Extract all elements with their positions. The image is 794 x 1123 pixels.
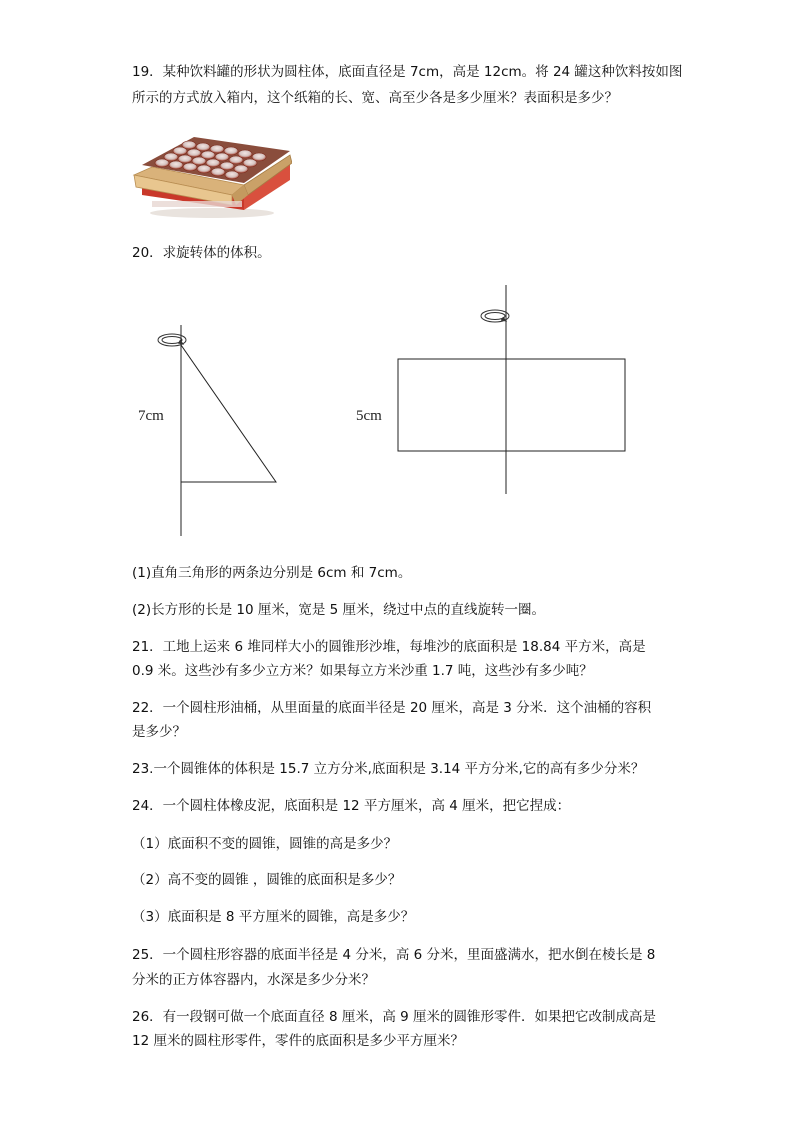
q24-sub-2: （2）高不变的圆锥 ，圆锥的底面积是多少？ — [132, 872, 402, 888]
q19-line-1: 19．某种饮料罐的形状为圆柱体，底面直径是 7cm，高是 12cm。将 24 罐这种饮料按如图 — [132, 64, 683, 80]
q20-note-1: (1)直角三角形的两条边分别是 6cm 和 7cm。 — [132, 565, 412, 581]
q24-sub-3: （3）底面积是 8 平方厘米的圆锥，高是多少？ — [132, 909, 415, 925]
rectangle — [398, 359, 625, 451]
q22-line-1: 22．一个圆柱形油桶，从里面量的底面半径是 20 厘米，高是 3 分米．这个油桶的容积 — [132, 700, 652, 716]
drink-box-illustration — [132, 125, 292, 220]
label-5cm: 5cm — [356, 408, 382, 424]
rotation-arrow-icon — [158, 334, 186, 346]
q21-line-1: 21．工地上运来 6 堆同样大小的圆锥形沙堆，每堆沙的底面积是 18.84 平方米，高是 — [132, 639, 646, 655]
q23-line-1: 23.一个圆锥体的体积是 15.7 立方分米,底面积是 3.14 平方分米,它的高有多少分米？ — [132, 761, 645, 777]
rotation-arrow-icon — [481, 310, 509, 322]
q26-line-2: 12 厘米的圆柱形零件，零件的底面积是多少平方厘米？ — [132, 1033, 464, 1049]
q19-line-2: 所示的方式放入箱内，这个纸箱的长、宽、高至少各是多少厘米？表面积是多少？ — [132, 90, 618, 106]
label-7cm: 7cm — [138, 408, 164, 424]
q24-sub-1: （1）底面积不变的圆锥，圆锥的高是多少？ — [132, 836, 398, 852]
q25-line-1: 25．一个圆柱形容器的底面半径是 4 分米，高 6 分米，里面盛满水，把水倒在棱长是 8 — [132, 947, 656, 963]
q24-line-1: 24．一个圆柱体橡皮泥，底面积是 12 平方厘米，高 4 厘米，把它捏成： — [132, 798, 571, 814]
q20-title: 20．求旋转体的体积。 — [132, 245, 271, 261]
rectangle-figure — [398, 285, 625, 494]
triangle-figure — [158, 325, 276, 536]
q20-note-2: (2)长方形的长是 10 厘米，宽是 5 厘米，绕过中点的直线旋转一圈。 — [132, 602, 546, 618]
q21-line-2: 0.9 米。这些沙有多少立方米？如果每立方米沙重 1.7 吨，这些沙有多少吨？ — [132, 663, 593, 679]
rotation-figures — [120, 280, 660, 545]
q26-line-1: 26．有一段钢可做一个底面直径 8 厘米，高 9 厘米的圆锥形零件．如果把它改制成高是 — [132, 1009, 657, 1025]
q25-line-2: 分米的正方体容器内，水深是多少分米？ — [132, 972, 375, 988]
q22-line-2: 是多少？ — [132, 724, 186, 740]
right-triangle — [181, 345, 276, 482]
